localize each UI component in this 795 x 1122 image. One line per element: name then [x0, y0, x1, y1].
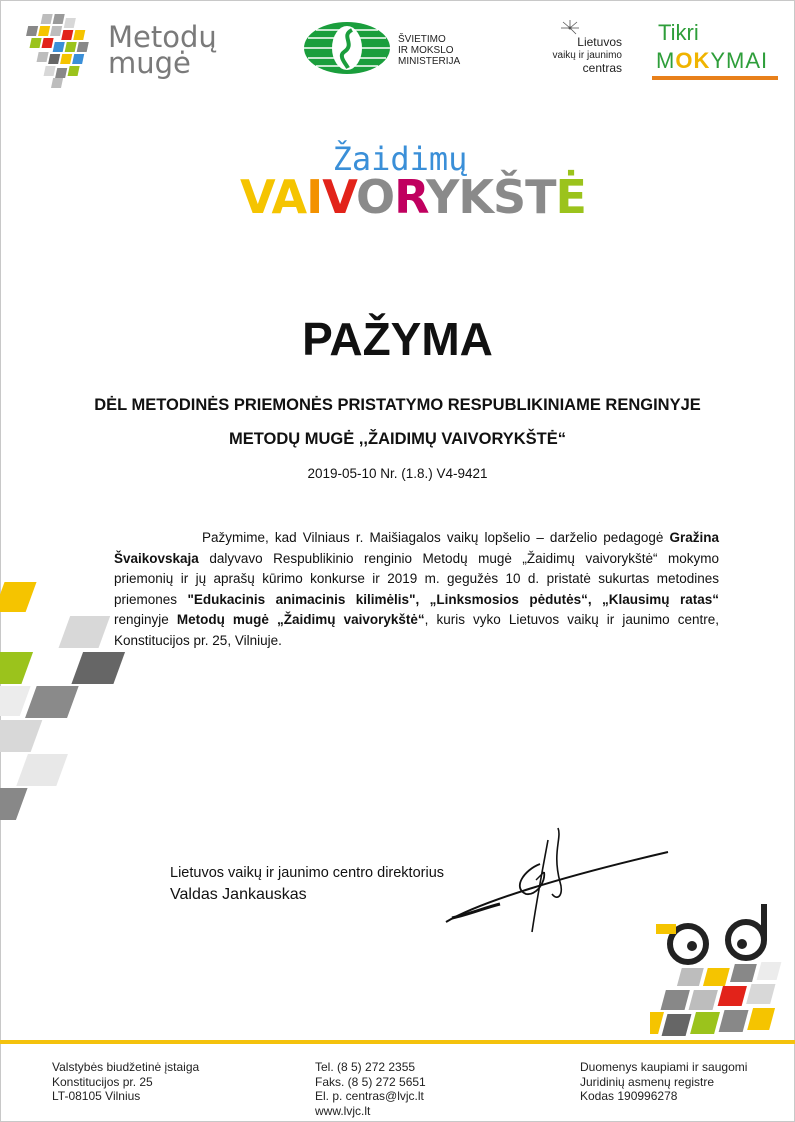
subtitle-line2: METODŲ MUGĖ ,,ŽAIDIMŲ VAIVORYKŠTĖ“ — [228, 430, 567, 448]
footer-contacts — [315, 1060, 426, 1118]
ministry-emblem-icon — [302, 20, 392, 76]
banner-bottom-text — [240, 170, 586, 224]
page-title: PAŽYMA — [302, 313, 493, 365]
event-banner — [240, 140, 586, 230]
logo-tikri-m: M — [656, 48, 676, 73]
footer-website-link[interactable]: www.lvjc.lt — [315, 1103, 371, 1118]
banner-letter: O — [356, 170, 395, 224]
logo-metodu-muge — [18, 8, 248, 92]
logo-tikri-mokymai — [650, 20, 780, 84]
footer-line: LT-08105 Vilnius — [52, 1089, 141, 1103]
banner-letter: Ė — [555, 170, 586, 224]
footer-fax: Faks. (8 5) 272 5651 — [315, 1074, 426, 1089]
footer-institution — [52, 1060, 199, 1104]
logo-smm-text — [398, 34, 460, 67]
banner-top-text: Žaidimų — [332, 140, 468, 178]
signature-block — [170, 862, 444, 906]
decorative-cubes-right-icon — [650, 900, 795, 1040]
logo-lvjc-line1: Lietuvos — [577, 35, 622, 49]
body-paragraph — [114, 528, 719, 651]
body-part3: renginyje — [114, 612, 177, 627]
logo-lvjc-text — [530, 36, 622, 75]
footer-email-link[interactable]: El. p. centras@lvjc.lt — [315, 1089, 424, 1103]
body-event: Metodų mugė „Žaidimų vaivorykštė“ — [176, 612, 425, 627]
banner-letter: V — [322, 170, 357, 224]
banner-letter: T — [525, 170, 556, 224]
logo-metodu-text — [108, 20, 217, 80]
banner-letter: K — [458, 170, 493, 224]
logo-tikri-line1: Tikri — [658, 20, 699, 45]
logo-tikri-ok: OK — [675, 48, 711, 73]
banner-letter: V — [240, 170, 272, 224]
footer-registry — [580, 1060, 747, 1104]
subtitle-line1: DĖL METODINĖS PRIEMONĖS PRISTATYMO RESPUBLIKINIAME RENGINYJE — [94, 396, 701, 414]
handwritten-signature-icon — [440, 822, 675, 940]
footer-line: Konstitucijos pr. 25 — [52, 1074, 153, 1089]
body-name: Gražina Švaikovskaja — [114, 530, 719, 566]
cube-logo-icon — [18, 8, 108, 92]
decorative-cubes-left-icon — [0, 578, 135, 823]
logo-metodu-line2: mugė — [108, 46, 191, 80]
logo-smm-line3: MINISTERIJA — [398, 56, 461, 67]
logo-lvjc-line2: vaikų ir jaunimo — [552, 50, 622, 61]
banner-letter: Š — [493, 170, 526, 224]
logo-tikri-ymai: YMAI — [710, 48, 769, 73]
body-part4: , kuris vyko Lietuvos vaikų ir jaunimo centre, Konstitucijos pr. 25, Vilniuje. — [114, 612, 719, 648]
footer-line: Juridinių asmenų registre — [580, 1074, 715, 1089]
footer-divider — [0, 1040, 795, 1044]
banner-letter: A — [271, 170, 307, 224]
logo-metodu-line1: Metodų — [108, 20, 217, 54]
logo-lvjc — [530, 18, 630, 84]
logo-smm-line2: IR MOKSLO — [398, 45, 454, 56]
logo-tikri-line2 — [656, 48, 768, 74]
signer-name: Valdas Jankauskas — [170, 886, 307, 903]
footer-phone: Tel. (8 5) 272 2355 — [315, 1060, 416, 1074]
body-works: "Edukacinis animacinis kilimėlis", „Linksmosios pėdutės“, „Klausimų ratas“ — [187, 591, 719, 607]
banner-letter: R — [394, 170, 427, 224]
footer-code: Kodas 190996278 — [580, 1089, 678, 1103]
logo-lvjc-line3: centras — [582, 61, 622, 75]
logo-smm-line1: ŠVIETIMO — [398, 34, 446, 45]
banner-letter: I — [306, 170, 323, 224]
footer-line: Valstybės biudžetinė įstaiga — [52, 1060, 200, 1074]
footer-line: Duomenys kaupiami ir saugomi — [580, 1060, 748, 1074]
banner-letter: Y — [426, 170, 459, 224]
body-part1: Pažymime, kad Vilniaus r. Maišiagalos vaikų lopšelio – darželio pedagogė — [202, 530, 670, 545]
body-part2: dalyvavo Respublikinio renginio Metodų mugė „Žaidimų vaivorykštė“ mokymo priemonių ir jų aprašų kūrimo konkurse ir 2019 m. gegužės 10 d. pristatė sukurtas metodines priemones — [114, 550, 719, 607]
signer-title: Lietuvos vaikų ir jaunimo centro direktorius — [170, 865, 445, 881]
logo-smm — [302, 20, 472, 80]
document-number: 2019-05-10 Nr. (1.8.) V4-9421 — [307, 466, 488, 481]
pencil-underline-icon — [652, 76, 778, 80]
